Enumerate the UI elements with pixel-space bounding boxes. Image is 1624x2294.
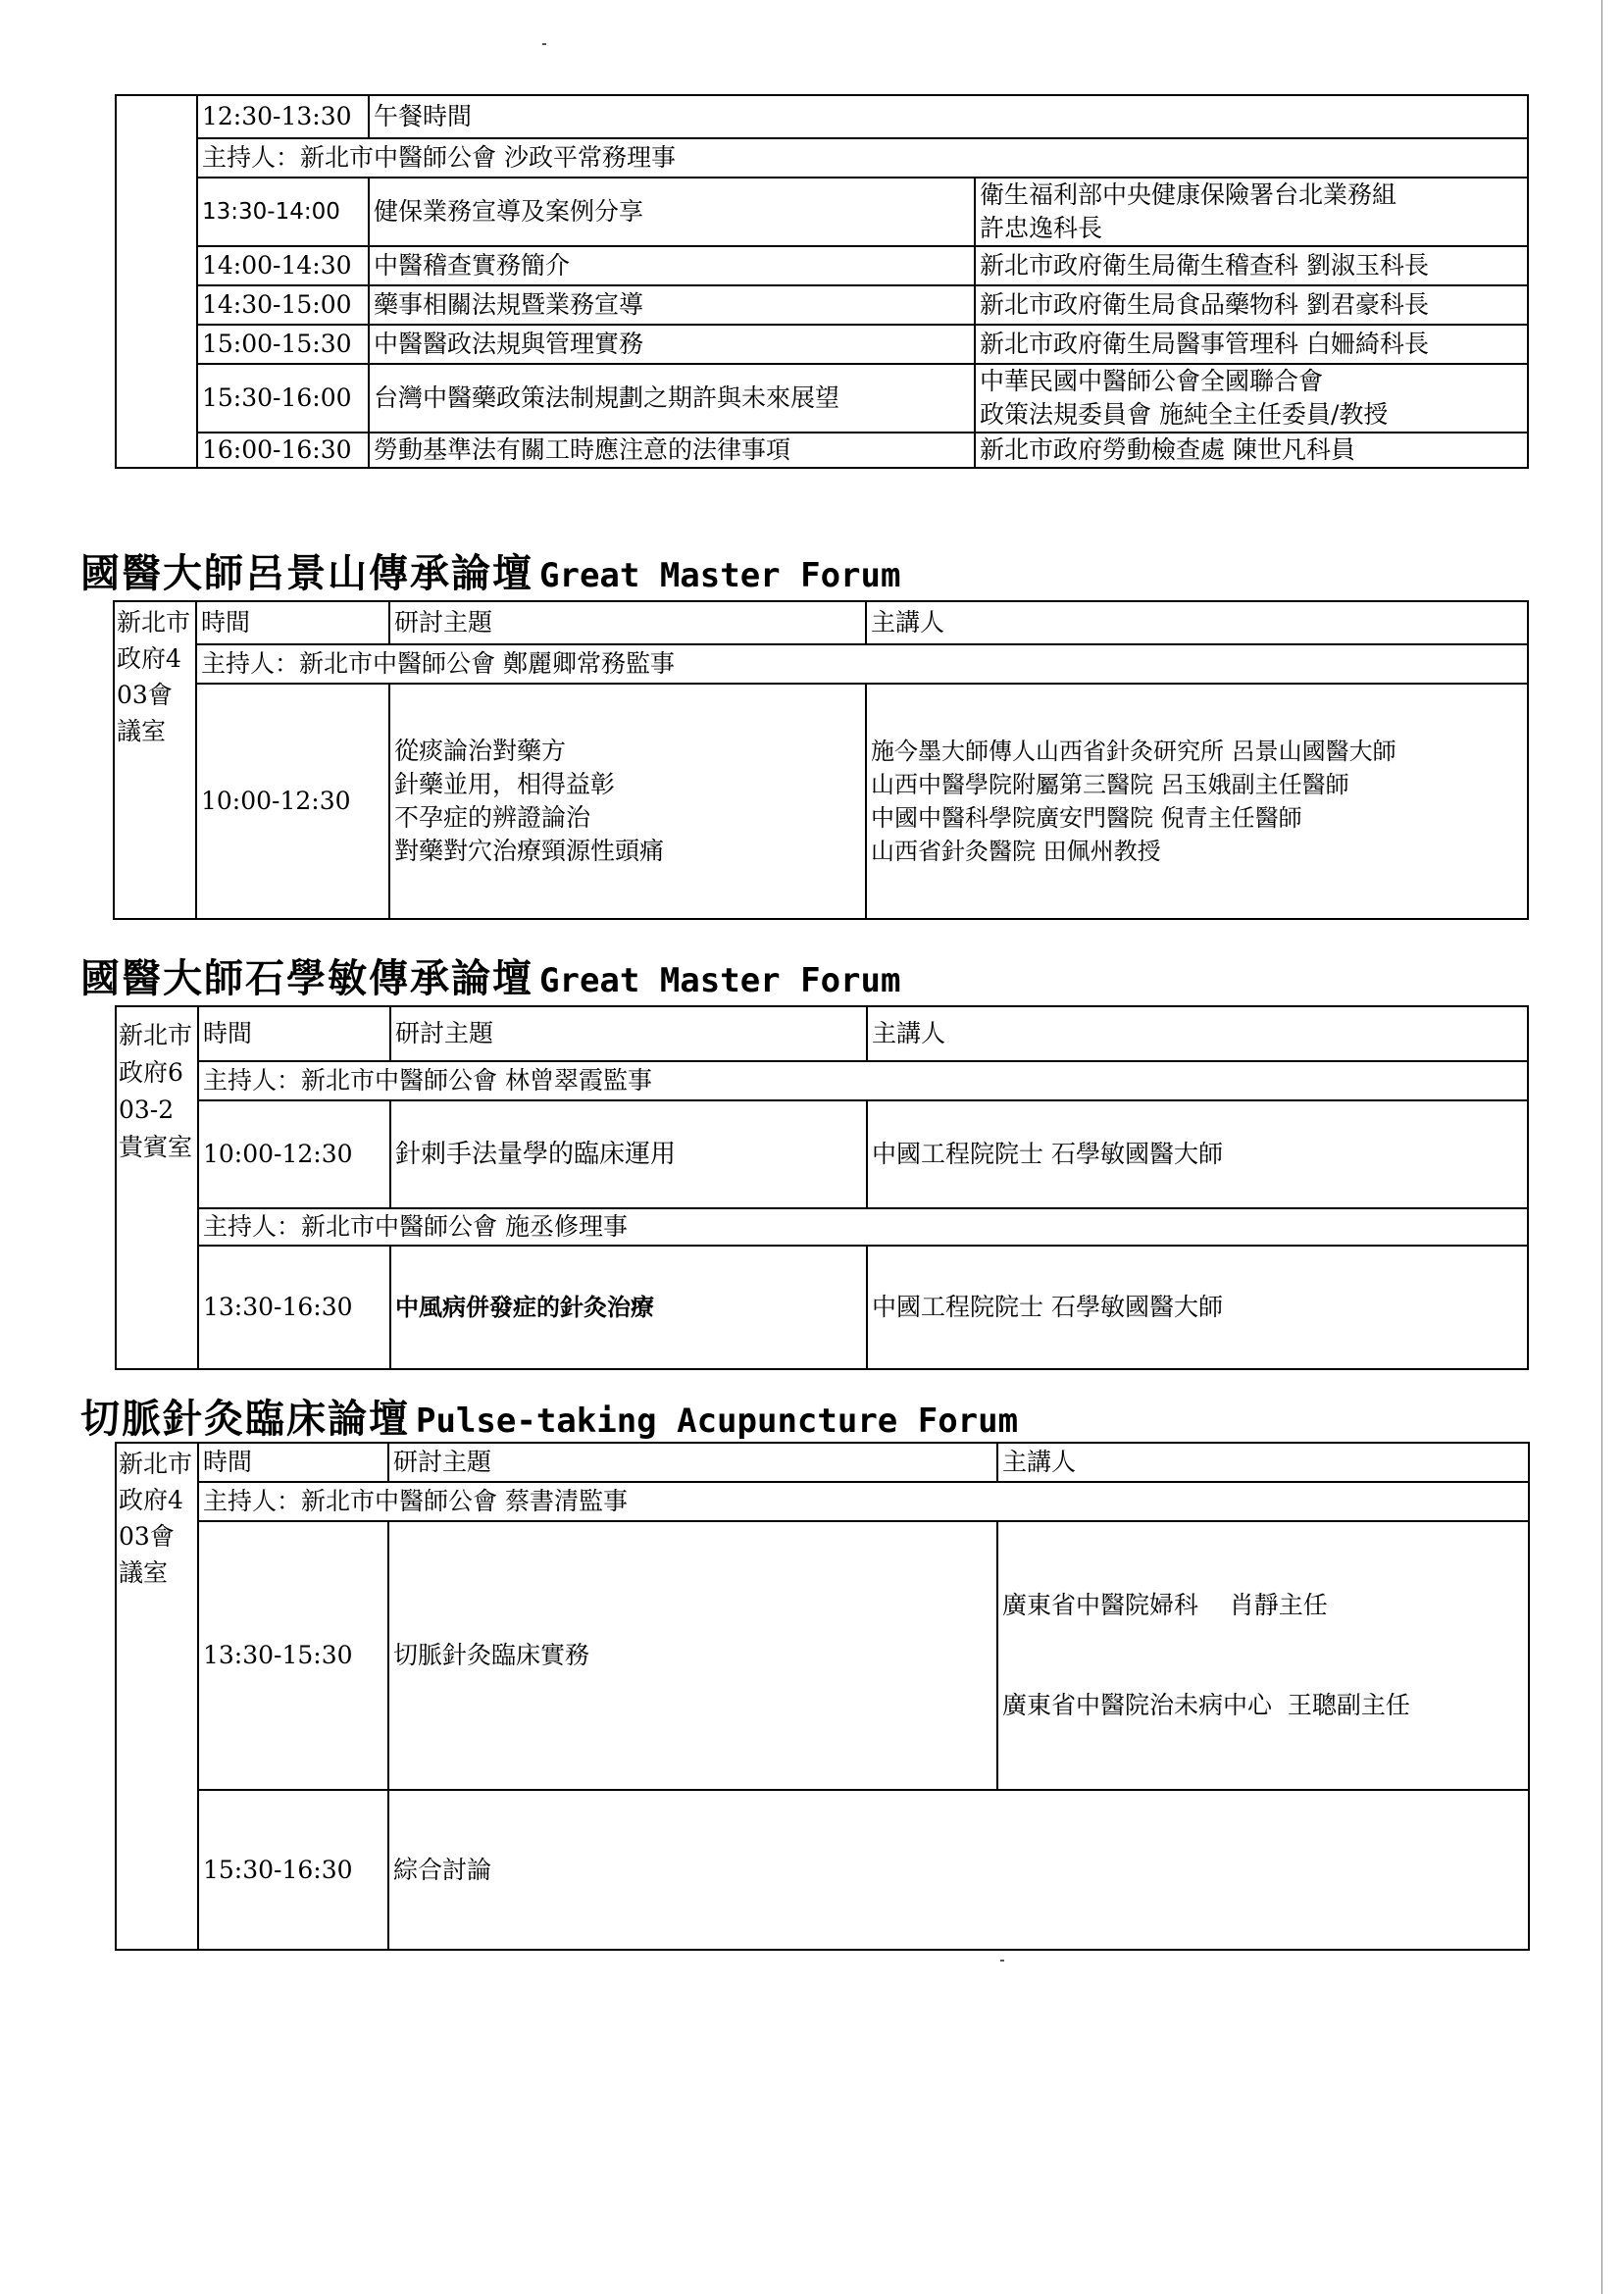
- scan-edge-line: [1601, 0, 1602, 2294]
- topic-cell: 台灣中醫藥政策法制規劃之期許與未來展望: [369, 364, 975, 433]
- topic-cell: [389, 684, 866, 919]
- table-row: [116, 95, 1528, 138]
- host-row: [114, 644, 1528, 684]
- host-row: [116, 138, 1528, 178]
- header-time: 時間: [198, 1443, 388, 1482]
- host-row: [116, 1208, 1528, 1246]
- header-speaker: 主講人: [867, 1006, 1528, 1061]
- speaker-cell: 中國工程院院士 石學敏國醫大師: [867, 1246, 1528, 1369]
- topic-cell: 中風病併發症的針灸治療: [390, 1246, 867, 1369]
- room-cell-empty: [116, 95, 197, 468]
- host-row: [116, 1061, 1528, 1100]
- time-cell: 12:30-13:30: [197, 95, 369, 138]
- speaker-line: 中國中醫科學院廣安門醫院 倪青主任醫師: [871, 804, 1302, 832]
- topic-cell: 切脈針灸臨床實務: [388, 1521, 997, 1790]
- header-topic: 研討主題: [389, 601, 866, 644]
- table-row: [116, 1521, 1529, 1790]
- time-cell: 15:30-16:30: [198, 1790, 388, 1950]
- header-topic: 研討主題: [388, 1443, 997, 1482]
- speaker-cell: 新北市政府衛生局食品藥物科 劉君豪科長: [975, 285, 1528, 325]
- topic-line: 針藥並用，相得益彰: [394, 770, 616, 798]
- host-cell: 主持人：新北市中醫師公會 施丞修理事: [198, 1208, 1528, 1246]
- time-cell: 15:30-16:00: [197, 364, 369, 433]
- table-row: [116, 1246, 1528, 1369]
- session2-table: [113, 600, 1529, 920]
- table-row: [114, 684, 1528, 919]
- time-cell: 13:30-16:30: [198, 1246, 390, 1369]
- speaker-cell: [975, 178, 1528, 246]
- header-time: 時間: [198, 1006, 390, 1061]
- speaker-cell: [866, 684, 1528, 919]
- topic-line: 從痰論治對藥方: [394, 737, 567, 765]
- host-cell: 主持人：新北市中醫師公會 鄭麗卿常務監事: [196, 644, 1528, 684]
- table-row: [116, 1100, 1528, 1208]
- section-title-en: Great Master Forum: [539, 961, 901, 1000]
- header-time: 時間: [196, 601, 389, 644]
- room-cell: 新北市政府403會議室: [114, 601, 196, 919]
- speaker-line: 施今墨大師傳人山西省針灸研究所 呂景山國醫大師: [871, 738, 1396, 765]
- session1-table: [115, 94, 1529, 469]
- room-cell: 新北市政府603-2貴賓室: [116, 1006, 198, 1369]
- topic-cell: 藥事相關法規暨業務宣導: [369, 285, 975, 325]
- header-row: [116, 1443, 1529, 1482]
- time-cell: 14:00-14:30: [197, 246, 369, 285]
- time-cell: 10:00-12:30: [196, 684, 389, 919]
- speaker-line: 許忠逸科長: [980, 214, 1103, 242]
- time-cell: 14:30-15:00: [197, 285, 369, 325]
- time-cell: 16:00-16:30: [197, 433, 369, 468]
- table-row: [116, 178, 1528, 246]
- speaker-line: 山西中醫學院附屬第三醫院 呂玉娥副主任醫師: [871, 771, 1349, 798]
- time-cell: 13:30-14:00: [197, 178, 369, 246]
- speaker-line: 政策法規委員會 施純全主任委員/教授: [980, 400, 1389, 429]
- speaker-line: 衛生福利部中央健康保險署台北業務組: [980, 180, 1397, 209]
- topic-cell: 中醫醫政法規與管理實務: [369, 325, 975, 364]
- speaker-line: 中華民國中醫師公會全國聯合會: [980, 367, 1324, 395]
- scan-mark: [542, 43, 546, 45]
- table-row: [116, 325, 1528, 364]
- host-cell: 主持人：新北市中醫師公會 林曾翠霞監事: [198, 1061, 1528, 1100]
- header-topic: 研討主題: [390, 1006, 867, 1061]
- topic-cell: 午餐時間: [369, 95, 1528, 138]
- host-cell: 主持人：新北市中醫師公會 蔡書清監事: [198, 1482, 1529, 1521]
- time-cell: 15:00-15:30: [197, 325, 369, 364]
- session4-table: [115, 1442, 1530, 1951]
- section-title: [80, 1388, 1018, 1444]
- topic-line: 對藥對穴治療頸源性頭痛: [394, 837, 665, 865]
- table-row: [116, 433, 1528, 468]
- scan-mark: [1000, 1960, 1004, 1962]
- host-row: [116, 1482, 1529, 1521]
- speaker-line: 廣東省中醫院治未病中心 王聰副主任: [1002, 1691, 1410, 1719]
- header-speaker: 主講人: [997, 1443, 1529, 1482]
- room-cell: 新北市政府403會議室: [116, 1443, 198, 1950]
- topic-cell: 針刺手法量學的臨床運用: [390, 1100, 867, 1208]
- table-row: [116, 1790, 1529, 1950]
- topic-line: 不孕症的辨證論治: [394, 803, 591, 832]
- speaker-line: 山西省針灸醫院 田佩州教授: [871, 838, 1161, 865]
- section-title-zh: 國醫大師呂景山傳承論壇: [80, 551, 533, 596]
- host-cell: 主持人：新北市中醫師公會 沙政平常務理事: [197, 138, 1528, 178]
- topic-cell: 中醫稽查實務簡介: [369, 246, 975, 285]
- section-title: [80, 947, 900, 1003]
- speaker-cell: [997, 1521, 1529, 1790]
- table-row: [116, 246, 1528, 285]
- section-title-en: Pulse-taking Acupuncture Forum: [416, 1402, 1019, 1441]
- section-title-zh: 國醫大師石學敏傳承論壇: [80, 956, 533, 1001]
- speaker-cell: 新北市政府衛生局衛生稽查科 劉淑玉科長: [975, 246, 1528, 285]
- topic-cell: 健保業務宣導及案例分享: [369, 178, 975, 246]
- topic-cell: 綜合討論: [388, 1790, 1529, 1950]
- speaker-cell: 新北市政府勞動檢查處 陳世凡科員: [975, 433, 1528, 468]
- header-row: [114, 601, 1528, 644]
- time-cell: 13:30-15:30: [198, 1521, 388, 1790]
- section-title-en: Great Master Forum: [539, 556, 901, 595]
- table-row: [116, 285, 1528, 325]
- speaker-cell: 新北市政府衛生局醫事管理科 白姍綺科長: [975, 325, 1528, 364]
- table-row: [116, 364, 1528, 433]
- speaker-cell: 中國工程院院士 石學敏國醫大師: [867, 1100, 1528, 1208]
- section-title-zh: 切脈針灸臨床論壇: [80, 1397, 410, 1442]
- section-title: [80, 542, 900, 598]
- session3-table: [115, 1005, 1529, 1370]
- header-row: [116, 1006, 1528, 1061]
- topic-cell: 勞動基準法有關工時應注意的法律事項: [369, 433, 975, 468]
- time-cell: 10:00-12:30: [198, 1100, 390, 1208]
- header-speaker: 主講人: [866, 601, 1528, 644]
- speaker-cell: [975, 364, 1528, 433]
- speaker-line: 廣東省中醫院婦科 肖靜主任: [1002, 1591, 1328, 1619]
